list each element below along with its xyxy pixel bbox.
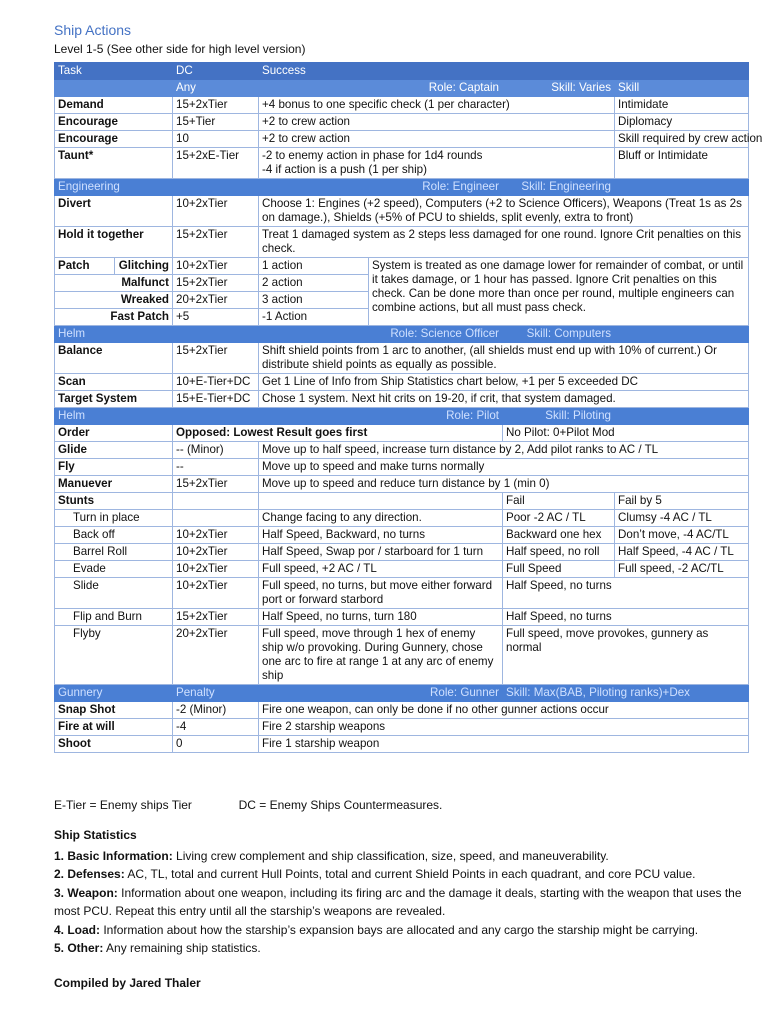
table-row: Flyby 20+2xTier Full speed, move through 1 hex of enemy ship w/o provoking. During Gunnery, chose one arc to fire at range 1 at any arc of enemy ship Full speed, move provokes, gunnery as normal (55, 626, 749, 685)
ship-actions-table (54, 62, 763, 753)
patch-note: System is treated as one damage lower for remainder of combat, or until it takes damage, or 1 hour has passed. Ignore Crit penalties on this check. Can be done more than once per round, multiple engineers can combine actions, but all must pass check. (369, 258, 749, 326)
captain-role-row (55, 80, 749, 97)
table-row: Demand 15+2xTier +4 bonus to one specific check (1 per character) Intimidate (55, 97, 749, 114)
footnote: E-Tier = Enemy ships Tier DC = Enemy Ships Countermeasures. (54, 798, 443, 812)
table-row: Divert 10+2xTier Choose 1: Engines (+2 speed), Computers (+2 to Science Officers), Weapons (Treat 1s as 2s on damage.), Shields (+5% of PCU to shields, split evenly, extra to front) (55, 196, 749, 227)
table-row: Encourage 15+Tier +2 to crew action Diplomacy (55, 114, 749, 131)
stats-item: 5. Other: Any remaining ship statistics. (54, 941, 261, 955)
col-success: Success (259, 63, 749, 80)
col-dc: DC (173, 63, 259, 80)
credit: Compiled by Jared Thaler (54, 976, 201, 990)
table-row: Turn in place Change facing to any direction. Poor -2 AC / TL Clumsy -4 AC / TL (55, 510, 749, 527)
captain-skill-col: Skill (615, 80, 749, 97)
table-row: Barrel Roll 10+2xTier Half Speed, Swap por / starboard for 1 turn Half speed, no roll Half Speed, -4 AC / TL (55, 544, 749, 561)
table-row: Manuever 15+2xTier Move up to speed and reduce turn distance by 1 (min 0) (55, 476, 749, 493)
subtitle: Level 1-5 (See other side for high level version) (54, 42, 306, 56)
table-row: Balance 15+2xTier Shift shield points from 1 arc to another, (all shields must end up with 10% of current.) Or distribute shield points as equally as possible. (55, 343, 749, 374)
table-row: Glide -- (Minor) Move up to half speed, increase turn distance by 2, Add pilot ranks to AC / TL (55, 442, 749, 459)
stats-item: 2. Defenses: AC, TL, total and current Hull Points, total and current Shield Points in each quadrant, and core PCU value. (54, 867, 696, 881)
table-row: Snap Shot -2 (Minor) Fire one weapon, can only be done if no other gunner actions occur (55, 702, 749, 719)
table-row: Slide 10+2xTier Full speed, no turns, but move either forward port or forward starbord Half Speed, no turns (55, 578, 749, 609)
table-row: Back off 10+2xTier Half Speed, Backward, no turns Backward one hex Don’t move, -4 AC/TL (55, 527, 749, 544)
table-row: Evade 10+2xTier Full speed, +2 AC / TL Full Speed Full speed, -2 AC/TL (55, 561, 749, 578)
captain-role: Role: Captain (259, 80, 503, 97)
col-task: Task (55, 63, 173, 80)
gunnery-section-row: Gunnery Penalty Role: Gunner Skill: Max(BAB, Piloting ranks)+Dex (55, 685, 749, 702)
table-row: Wreaked 20+2xTier 3 action (55, 292, 749, 309)
ship-statistics (54, 826, 754, 958)
captain-any: Any (173, 80, 259, 97)
helm-section-row: Helm Role: Pilot Skill: Piloting (55, 408, 749, 425)
science-section-row: Helm Role: Science Officer Skill: Computers (55, 326, 749, 343)
table-row: Flip and Burn 15+2xTier Half Speed, no turns, turn 180 Half Speed, no turns (55, 609, 749, 626)
table-row: Malfunct 15+2xTier 2 action (55, 275, 749, 292)
table-row: Target System 15+E-Tier+DC Chose 1 system. Next hit crits on 19-20, if crit, that system damaged. (55, 391, 749, 408)
table-row: Scan 10+E-Tier+DC Get 1 Line of Info from Ship Statistics chart below, +1 per 5 exceeded DC (55, 374, 749, 391)
table-header (55, 63, 749, 80)
table-row: Stunts Fail Fail by 5 (55, 493, 749, 510)
table-row: Hold it together 15+2xTier Treat 1 damaged system as 2 steps less damaged for one round. Ignore Crit penalties on this check. (55, 227, 749, 258)
table-row: Fire at will -4 Fire 2 starship weapons (55, 719, 749, 736)
table-row: Shoot 0 Fire 1 starship weapon (55, 736, 749, 753)
engineering-section: Engineering (55, 179, 173, 196)
table-row: Encourage 10 +2 to crew action Skill required by crew action (55, 131, 749, 148)
table-row: Order Opposed: Lowest Result goes first No Pilot: 0+Pilot Mod (55, 425, 749, 442)
page-title: Ship Actions (54, 22, 132, 38)
stats-item: 1. Basic Information: Living crew complement and ship classification, size, speed, and maneuverability. (54, 848, 609, 863)
stats-item: 3. Weapon: Information about one weapon, including its firing arc and the damage it deals, starting with the weapon that uses the most PCU. Repeat this entry until all the starship’s weapons are revealed. (54, 885, 742, 918)
table-row: Patch Glitching 10+2xTier 1 action System is treated as one damage lower for remainder of combat, or until it takes damage, or 1 hour has passed. Ignore Crit penalties on this check. Can be done more than once per round, multiple engineers can combine actions, but all must pass check. (55, 258, 749, 275)
stats-heading: Ship Statistics (54, 828, 137, 842)
table-row: Fast Patch +5 -1 Action (55, 309, 749, 326)
captain-skill: Skill: Varies (503, 80, 615, 97)
table-row: Taunt* 15+2xE-Tier -2 to enemy action in phase for 1d4 rounds -4 if action is a push (1 per ship) Bluff or Intimidate (55, 148, 749, 179)
stats-item: 4. Load: Information about how the starship’s expansion bays are allocated and any cargo the starship might be carrying. (54, 922, 699, 937)
engineering-section-row: Engineering Role: Engineer Skill: Engineering (55, 179, 749, 196)
table-row: Fly -- Move up to speed and make turns normally (55, 459, 749, 476)
